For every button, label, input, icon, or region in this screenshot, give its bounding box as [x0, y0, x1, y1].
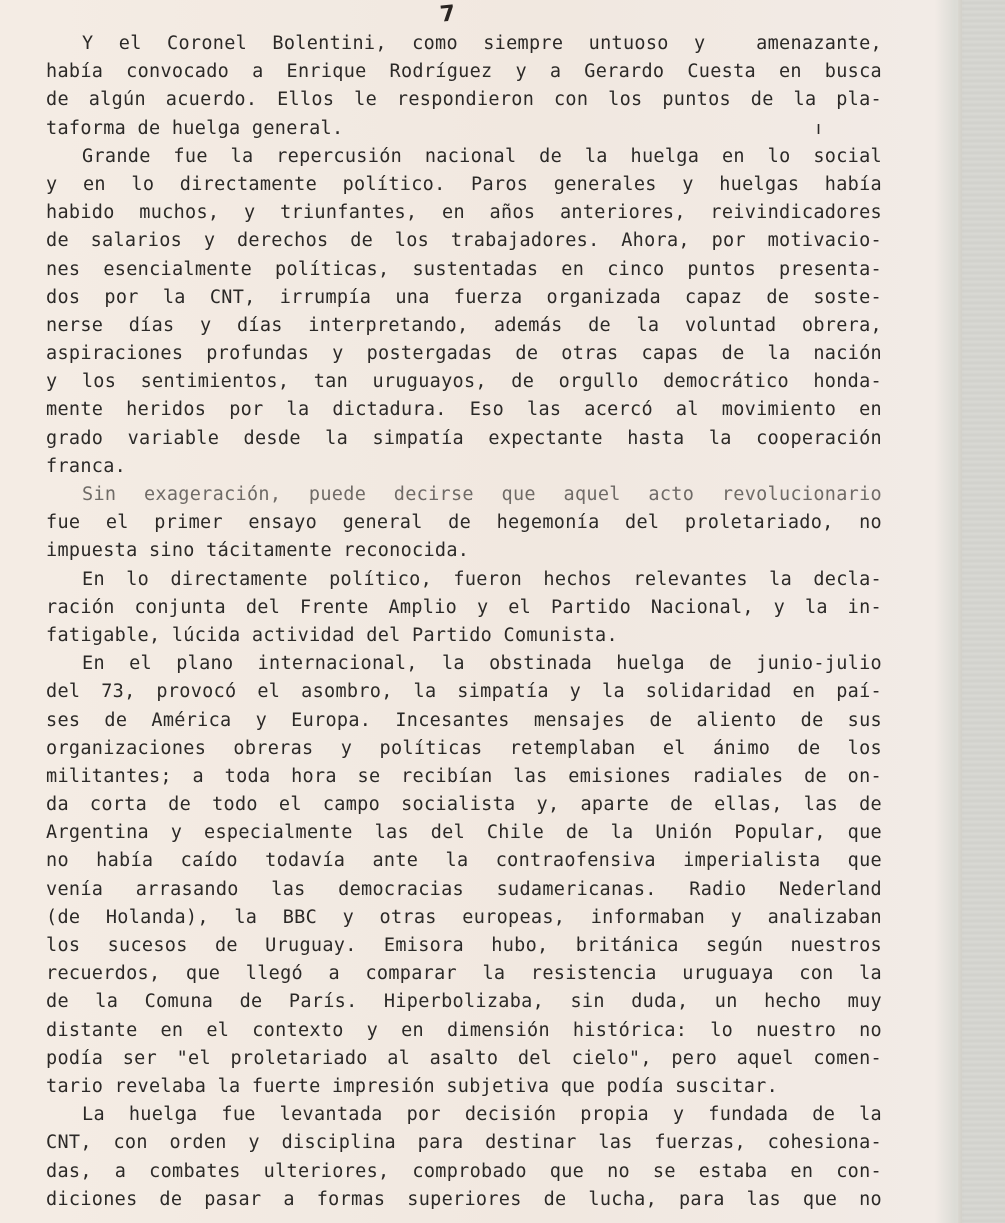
- text-line: venía arrasando las democracias sudamericanas. Radio Nederland: [46, 878, 882, 900]
- text-line: Y el Coronel Bolentini, como siempre untuoso y amenazante,: [82, 33, 882, 54]
- text-line: impuesta sino tácitamente reconocida.: [46, 540, 470, 562]
- text-line: los sucesos de Uruguay. Emisora hubo, británica según nuestros: [46, 935, 882, 956]
- text-line: (de Holanda), la BBC y otras europeas, informaban y analizaban: [46, 906, 882, 928]
- text-line: de la Comuna de París. Hiperbolizaba, sin duda, un hecho muy: [46, 991, 882, 1013]
- text-line: Grande fue la repercusión nacional de la huelga en lo social: [82, 145, 882, 167]
- text-line: Argentina y especialmente las del Chile de la Unión Popular, que: [46, 822, 882, 844]
- text-line: dos por la CNT, irrumpía una fuerza organizada capaz de soste-: [46, 286, 882, 308]
- text-line: diciones de pasar a formas superiores de lucha, para las que no: [46, 1188, 882, 1210]
- text-line: CNT, con orden y disciplina para destinar las fuerzas, cohesiona-: [46, 1132, 882, 1154]
- text-line: militantes; a toda hora se recibían las emisiones radiales de on-: [46, 765, 882, 787]
- text-line: Sin exageración, puede decirse que aquel acto revolucionario: [82, 484, 882, 505]
- text-line: ses de América y Europa. Incesantes mensajes de aliento de sus: [46, 709, 882, 731]
- text-line: nerse días y días interpretando, además de la voluntad obrera,: [46, 314, 882, 336]
- typed-text-body: [46, 30, 882, 1214]
- adjacent-page-strip: [962, 0, 1005, 1223]
- text-line: En el plano internacional, la obstinada huelga de junio-julio: [82, 653, 882, 675]
- text-line: aspiraciones profundas y postergadas de otras capas de la nación: [46, 343, 882, 365]
- text-line: tario revelaba la fuerte impresión subjetiva que podía suscitar.: [46, 1075, 779, 1097]
- text-line: del 73, provocó el asombro, la simpatía y la solidaridad en paí-: [46, 681, 882, 703]
- text-line: taforma de huelga general.: [46, 117, 344, 139]
- text-line: La huelga fue levantada por decisión propia y fundada de la: [82, 1104, 882, 1126]
- text-line: y en lo directamente político. Paros generales y huelgas había: [46, 173, 882, 195]
- text-line: das, a combates ulteriores, comprobado que no se estaba en con-: [46, 1160, 882, 1182]
- margin-mark: ı: [816, 118, 822, 139]
- text-line: podía ser "el proletariado al asalto del cielo", pero aquel comen-: [46, 1047, 882, 1069]
- text-line: habido muchos, y triunfantes, en años anteriores, reivindicadores: [46, 202, 882, 224]
- text-line: En lo directamente político, fueron hechos relevantes la decla-: [82, 568, 882, 590]
- text-line: ración conjunta del Frente Amplio y el Partido Nacional, y la in-: [46, 596, 882, 618]
- text-line: de salarios y derechos de los trabajadores. Ahora, por motivacio-: [46, 230, 882, 252]
- text-line: nes esencialmente políticas, sustentadas en cinco puntos presenta-: [46, 258, 882, 280]
- text-line: no había caído todavía ante la contraofensiva imperialista que: [46, 850, 882, 872]
- text-line: y los sentimientos, tan uruguayos, de orgullo democrático honda-: [46, 371, 882, 393]
- text-line: organizaciones obreras y políticas retemplaban el ánimo de los: [46, 737, 882, 759]
- text-line: grado variable desde la simpatía expectante hasta la cooperación: [46, 427, 882, 449]
- text-line: de algún acuerdo. Ellos le respondieron con los puntos de la pla-: [46, 89, 882, 111]
- text-line: da corta de todo el campo socialista y, aparte de ellas, las de: [46, 794, 882, 816]
- text-line: fue el primer ensayo general de hegemonía del proletariado, no: [46, 512, 882, 534]
- text-line: había convocado a Enrique Rodríguez y a Gerardo Cuesta en busca: [46, 61, 882, 83]
- text-line: recuerdos, que llegó a comparar la resistencia uruguaya con la: [46, 963, 882, 985]
- text-line: fatigable, lúcida actividad del Partido Comunista.: [46, 624, 618, 646]
- text-line: mente heridos por la dictadura. Eso las acercó al movimiento en: [46, 399, 882, 421]
- page-number: 7: [438, 1, 457, 28]
- text-line: distante en el contexto y en dimensión histórica: lo nuestro no: [46, 1019, 882, 1041]
- text-line: franca.: [46, 455, 127, 477]
